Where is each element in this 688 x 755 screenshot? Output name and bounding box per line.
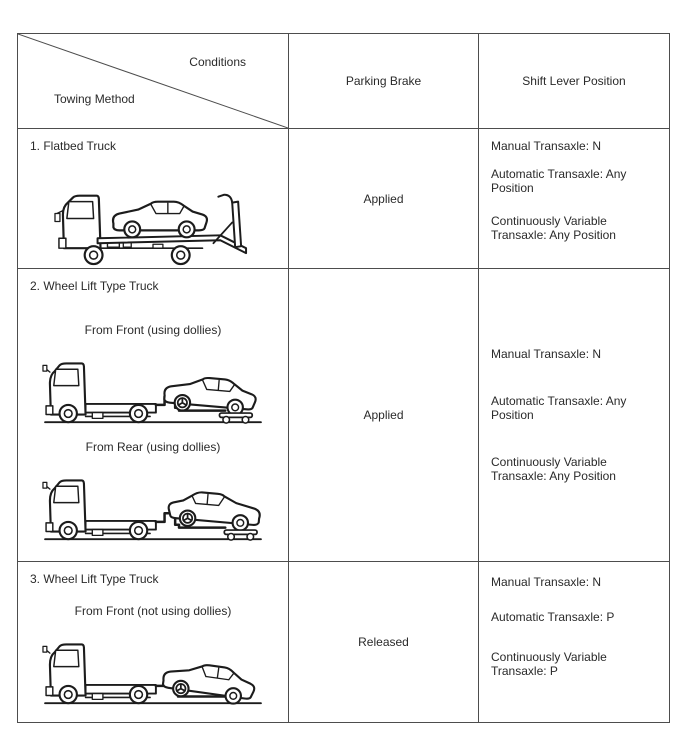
row3-method-cell: [18, 561, 288, 722]
diagonal-divider-line: [18, 34, 288, 128]
shift-item: Automatic Transaxle: Any Position: [491, 393, 627, 422]
row2-shift-lever-cell: [478, 268, 669, 561]
header-shift-lever-position: Shift Lever Position: [478, 34, 669, 128]
header-corner-cell: [18, 34, 288, 128]
flatbed-truck-illustration: [54, 167, 252, 268]
shift-item: Manual Transaxle: N: [491, 139, 602, 153]
row2-caption-from-front: From Front (using dollies): [84, 323, 222, 337]
header-towing-method-label: Towing Method: [54, 92, 135, 106]
row3-method-title: 3. Wheel Lift Type Truck: [30, 572, 159, 586]
row1-method-cell: [18, 128, 288, 268]
row1-method-title: 1. Flatbed Truck: [30, 139, 117, 153]
towing-method-table: [17, 33, 670, 723]
shift-item: Manual Transaxle: N: [491, 575, 602, 589]
wheel-lift-from-front-dollies-illustration: [42, 349, 264, 428]
wheel-lift-from-front-no-dollies-illustration: [42, 630, 264, 709]
header-conditions-label: Conditions: [189, 55, 246, 69]
row3-shift-lever-cell: [478, 561, 669, 722]
row2-caption-from-rear: From Rear (using dollies): [85, 440, 221, 454]
row3-caption-from-front: From Front (not using dollies): [74, 604, 232, 618]
shift-item: Continuously Variable Transaxle: Any Position: [491, 455, 616, 484]
row3-parking-brake-value: Released: [288, 561, 478, 722]
shift-item: Manual Transaxle: N: [491, 346, 602, 361]
shift-item: Continuously Variable Transaxle: Any Position: [491, 214, 616, 243]
header-parking-brake: Parking Brake: [288, 34, 478, 128]
row2-parking-brake-value: Applied: [288, 268, 478, 561]
row1-parking-brake-value: Applied: [288, 128, 478, 268]
shift-item: Continuously Variable Transaxle: P: [491, 650, 607, 679]
row1-shift-lever-cell: [478, 128, 669, 268]
wheel-lift-from-rear-dollies-illustration: [42, 466, 264, 545]
shift-item: Automatic Transaxle: Any Position: [491, 167, 627, 196]
shift-item: Automatic Transaxle: P: [491, 610, 615, 625]
row2-method-title: 2. Wheel Lift Type Truck: [30, 279, 159, 293]
row2-method-cell: [18, 268, 288, 561]
